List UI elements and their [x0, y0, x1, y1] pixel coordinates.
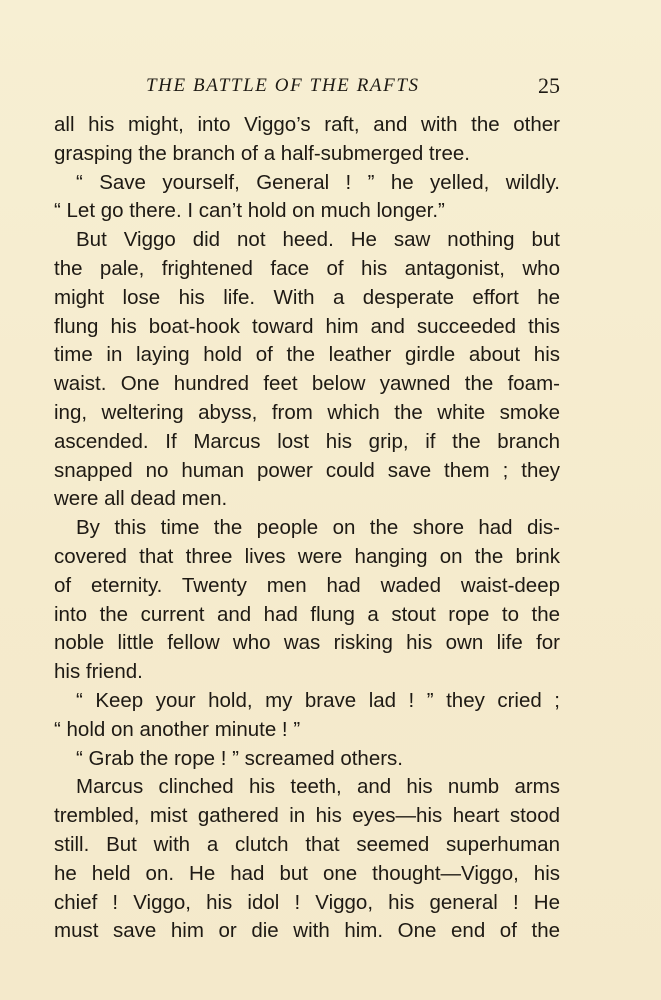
text-line: Marcus clinched his teeth, and his numb arms	[76, 775, 560, 799]
text-line: of eternity. Twenty men had waded waist-deep	[54, 573, 560, 597]
text-line: “ Let go there. I can’t hold on much longer.”	[54, 199, 445, 223]
text-line: must save him or die with him. One end of the	[54, 919, 560, 943]
text-line: “ Save yourself, General ! ” he yelled, wildly.	[76, 170, 560, 194]
body-text	[54, 111, 560, 946]
text-line: he held on. He had but one thought—Viggo, his	[54, 861, 560, 885]
text-line: his friend.	[54, 660, 143, 684]
text-line: grasping the branch of a half-submerged tree.	[54, 141, 470, 165]
paragraph-7	[54, 773, 560, 946]
text-line: “ Grab the rope ! ” screamed others.	[76, 746, 403, 770]
text-line: ing, weltering abyss, from which the white smoke	[54, 400, 560, 424]
paragraph-1	[54, 111, 560, 169]
paragraph-6	[54, 745, 560, 774]
running-title: THE BATTLE OF THE RAFTS	[146, 75, 420, 96]
paragraph-5	[54, 687, 560, 745]
text-line: “ Keep your hold, my brave lad ! ” they cried ;	[76, 688, 560, 712]
text-line: noble little fellow who was risking his own life for	[54, 631, 560, 655]
text-line: all his might, into Viggo’s raft, and with the other	[54, 113, 560, 136]
text-line: into the current and had flung a stout rope to the	[54, 602, 560, 626]
text-line: might lose his life. With a desperate effort he	[54, 285, 560, 309]
page-number: 25	[538, 73, 560, 98]
text-line: trembled, mist gathered in his eyes—his heart stood	[54, 804, 560, 828]
text-line: covered that three lives were hanging on the brink	[54, 544, 560, 568]
text-line: But Viggo did not heed. He saw nothing but	[76, 228, 560, 252]
text-line: “ hold on another minute ! ”	[54, 717, 301, 741]
paragraph-4	[54, 514, 560, 687]
text-line: snapped no human power could save them ; they	[54, 458, 560, 482]
text-line: waist. One hundred feet below yawned the foam-	[54, 372, 560, 396]
paragraph-3	[54, 226, 560, 514]
paragraph-2	[54, 169, 560, 227]
text-line: By this time the people on the shore had dis-	[76, 516, 560, 540]
text-line: chief ! Viggo, his idol ! Viggo, his general ! He	[54, 890, 560, 914]
text-line: were all dead men.	[54, 487, 228, 511]
text-line: the pale, frightened face of his antagonist, who	[54, 256, 560, 280]
running-head	[54, 72, 560, 100]
text-line: flung his boat-hook toward him and succeeded this	[54, 314, 560, 338]
text-line: still. But with a clutch that seemed superhuman	[54, 832, 560, 856]
text-line: ascended. If Marcus lost his grip, if the branch	[54, 429, 560, 453]
text-line: time in laying hold of the leather girdle about his	[54, 343, 560, 367]
